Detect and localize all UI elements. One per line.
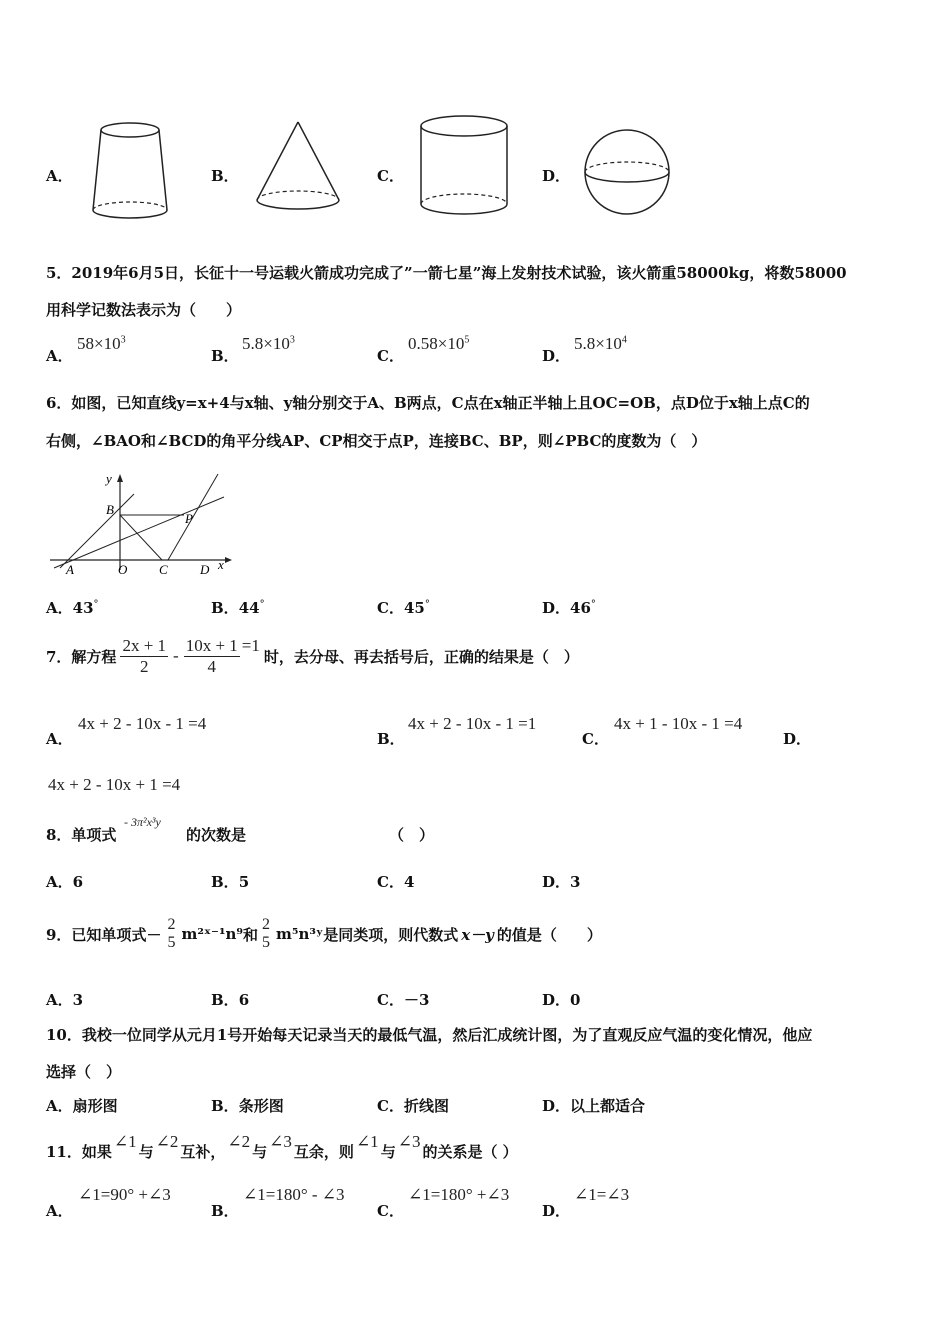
q4-option-c-label: C． <box>377 167 404 185</box>
q11-question: 11．如果 ∠1 与 ∠2 互补， ∠2 与 ∠3 互余，则 ∠1 与 ∠3 的关系是（ ） <box>46 1132 518 1161</box>
q5-question-line1: 5．2019年6月5日，长征十一号运载火箭成功完成了”一箭七星”海上发射技术试验，该火箭重58000kg，将数58000 <box>46 264 847 282</box>
q11-option-d-value: ∠1=∠3 <box>574 1185 630 1204</box>
q9-option-d: D．0 <box>542 991 581 1009</box>
q10-option-b: B．条形图 <box>211 1097 284 1115</box>
q10-option-d: D．以上都适合 <box>542 1097 646 1115</box>
q5-option-a-label: A． <box>46 347 73 365</box>
q5-option-a-value: $58\times 10^3$ <box>77 334 126 353</box>
q7-prefix: 7．解方程 <box>46 647 117 666</box>
frustum-figure <box>88 118 172 228</box>
q7-option-d-value: 4x + 2 - 10x + 1 =4 <box>48 775 181 794</box>
q7-fraction-1: $\frac{2x + 1}{2}$ <box>122 635 167 676</box>
q7-option-a-label: A． <box>46 730 73 748</box>
q6-question-line2: 右侧，∠BAO和∠BCD的角平分线AP、CP相交于点P，连接BC、BP，则∠PBC的度数为（ ） <box>46 432 707 450</box>
q5-option-b-label: B． <box>211 347 239 365</box>
q8-option-d: D．3 <box>542 873 581 891</box>
q7-suffix: 时，去分母、再去括号后，正确的结果是（ ） <box>263 647 579 666</box>
point-label-o: O <box>118 562 128 577</box>
q10-option-c: C．折线图 <box>377 1097 449 1115</box>
q6-option-b: B．44° <box>211 599 265 617</box>
q5-option-d-label: D． <box>542 347 571 365</box>
q8-option-c: C．4 <box>377 873 415 891</box>
q5-question-line2: 用科学记数法表示为（ ） <box>46 301 242 319</box>
point-label-c: C <box>159 562 168 577</box>
q8-option-b: B．5 <box>211 873 250 891</box>
q7-option-c-label: C． <box>582 730 609 748</box>
q5-option-c-label: C． <box>377 347 404 365</box>
q11-option-b-label: B． <box>211 1202 239 1220</box>
q6-option-a: A．43° <box>46 599 99 617</box>
q6-option-c: C．45° <box>377 599 430 617</box>
point-label-b: B <box>106 502 114 517</box>
q8-option-a: A．6 <box>46 873 84 891</box>
cone-figure <box>252 118 344 218</box>
q9-option-b: B．6 <box>211 991 250 1009</box>
q9-fraction-2: 2 5 <box>262 916 270 951</box>
q6-geometry-figure <box>48 470 238 582</box>
q5-option-c-value: $0.58\times 10^5$ <box>408 334 470 353</box>
point-label-p: P <box>185 511 193 526</box>
q11-option-c-label: C． <box>377 1202 404 1220</box>
q5-option-b-value: $5.8\times 10^3$ <box>242 334 295 353</box>
q7-question: 7．解方程 $\frac{2x + 1}{2}$ - $\frac{10x + 1}{4}$ =1 时，去分母、再去括号后，正确的结果是（ ） <box>46 635 579 676</box>
q7-option-b-value: 4x + 2 - 10x - 1 =1 <box>408 714 537 733</box>
point-label-d: D <box>200 562 210 577</box>
cylinder-figure <box>416 112 512 224</box>
q10-question-line2: 选择（ ） <box>46 1063 122 1081</box>
q10-question-line1: 10．我校一位同学从元月1号开始每天记录当天的最低气温，然后汇成统计图，为了直观反应气温的变化情况，他应 <box>46 1026 813 1044</box>
q6-option-d: D．46° <box>542 599 596 617</box>
q11-option-c-value: ∠1=180° +∠3 <box>408 1185 510 1204</box>
q10-option-a: A．扇形图 <box>46 1097 118 1115</box>
q5-option-d-value: $5.8\times 10^4$ <box>574 334 627 353</box>
q9-option-a: A．3 <box>46 991 84 1009</box>
q9-question: 9．已知单项式－ 2 5 m²ˣ⁻¹n⁹ 和 2 5 m⁵n³ʸ 是同类项，则代数式 x－y 的值是（ ） <box>46 916 602 951</box>
q7-fraction-2: $\frac{10x + 1}{4}$ <box>185 635 238 676</box>
q6-question-line1: 6．如图，已知直线y=x+4与x轴、y轴分别交于A、B两点，C点在x轴正半轴上且OC=OB，点D位于x轴上点C的 <box>46 394 810 412</box>
q11-option-a-value: ∠1=90° +∠3 <box>78 1185 171 1204</box>
axis-label-x: x <box>218 557 224 572</box>
q4-option-d-label: D． <box>542 167 571 185</box>
axis-label-y: y <box>106 471 112 486</box>
q4-option-a-label: A． <box>46 167 73 185</box>
q9-fraction-1: 2 5 <box>167 916 176 951</box>
point-label-a: A <box>66 562 74 577</box>
q7-option-a-value: 4x + 2 - 10x - 1 =4 <box>78 714 207 733</box>
q7-option-b-label: B． <box>377 730 405 748</box>
q8-suffix: 的次数是 <box>186 826 247 844</box>
q11-option-d-label: D． <box>542 1202 571 1220</box>
q9-option-c: C．－3 <box>377 991 430 1009</box>
q8-answer-paren: （ ） <box>389 826 435 844</box>
q7-option-d-label: D． <box>783 730 812 748</box>
q8-prefix: 8．单项式 <box>46 826 117 844</box>
q7-option-c-value: 4x + 1 - 10x - 1 =4 <box>614 714 743 733</box>
q8-monomial: - 3π²x³y <box>124 815 161 829</box>
sphere-figure <box>582 126 672 218</box>
q11-option-a-label: A． <box>46 1202 73 1220</box>
q4-option-b-label: B． <box>211 167 239 185</box>
q11-option-b-value: ∠1=180° - ∠3 <box>243 1185 345 1204</box>
